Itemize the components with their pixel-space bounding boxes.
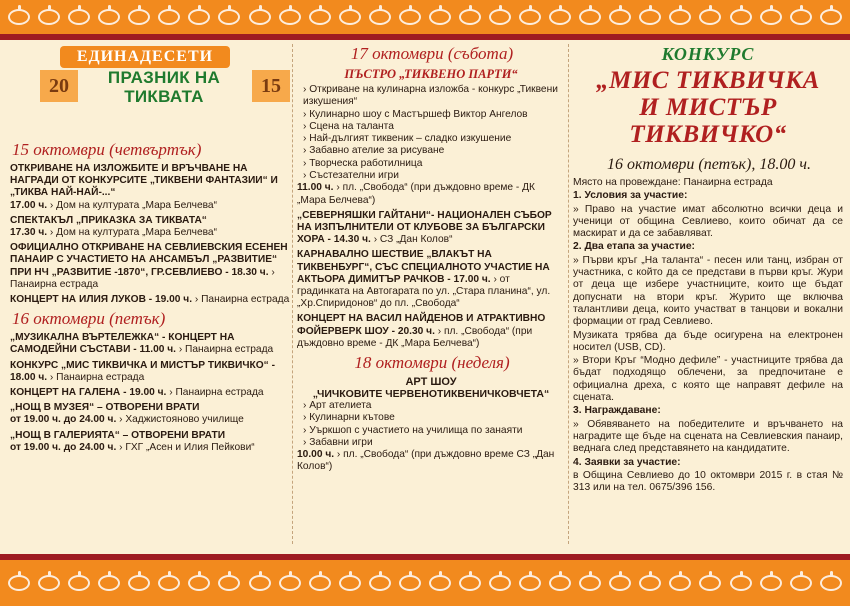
contest-title-line2: И МИСТЪР — [639, 94, 777, 121]
event-item — [10, 242, 290, 291]
list-item: › Състезателни игри — [297, 170, 565, 182]
date-heading: 18 октомври (неделя) — [354, 353, 510, 373]
art-list — [297, 400, 565, 449]
list-item: › Уъркшоп с участието на училища по занаяти — [297, 425, 565, 437]
pumpkin-icon — [128, 9, 150, 25]
event-title: ОТКРИВАНЕ НА ИЗЛОЖБИТЕ И ВРЪЧВАНЕ НА НАГРАДИ ОТ КОНКУРСИТЕ „ТИКВЕНИ ФАНТАЗИИ“ И „ТИКВА НАЙ-НАЙ-...“ — [10, 163, 278, 199]
event-title: СПЕКТАКЪЛ „ПРИКАЗКА ЗА ТИКВАТА“ — [10, 214, 207, 226]
pumpkin-icon — [98, 9, 120, 25]
event-item — [10, 387, 290, 399]
pumpkin-icon — [68, 575, 90, 591]
pumpkin-icon — [730, 575, 752, 591]
logo-title-line1: ПРАЗНИК НА — [107, 68, 221, 87]
event-place: › Хаджистояново училище — [119, 414, 244, 426]
list-item: › Най-дългият тиквеник – сладко изкушение — [297, 133, 565, 145]
pumpkin-icon — [158, 9, 180, 25]
contest-venue: Място на провеждане: Панаирна естрада — [573, 177, 773, 188]
pumpkin-icon — [669, 9, 691, 25]
pumpkin-icon — [579, 9, 601, 25]
event-place: › Дом на културата „Мара Белчева“ — [49, 227, 217, 239]
pumpkin-icon — [128, 575, 150, 591]
column-right — [573, 42, 843, 554]
contest-date: 16 октомври (петък), 18.00 ч. — [607, 156, 811, 173]
event-title: КАРНАВАЛНО ШЕСТВИЕ „ВЛАКЪТ НА ТИКВЕНБУРГ“, СЪС СПЕЦИАЛНОТО УЧАСТИЕ НА АКТЬОРА ДИМИТЪР РАЧКОВ - 17.00 ч. — [297, 249, 550, 285]
logo-title — [84, 68, 244, 106]
event-place: › Панаирна естрада — [169, 387, 264, 399]
pumpkin-icon — [760, 9, 782, 25]
event-time: 17.30 ч. — [10, 227, 48, 239]
pumpkin-icon — [339, 9, 361, 25]
pumpkin-icon — [369, 575, 391, 591]
event-item — [10, 402, 290, 426]
event-time: 11.00 ч. — [297, 182, 334, 194]
pumpkin-icon — [339, 575, 361, 591]
logo-title-line2: ТИКВАТА — [124, 87, 204, 106]
pumpkin-icon — [609, 9, 631, 25]
date-heading: 16 октомври (петък) — [12, 309, 166, 329]
pumpkin-icon — [639, 575, 661, 591]
top-decor-band — [0, 0, 850, 34]
event-title: „НОЩ В МУЗЕЯ“ – ОТВОРЕНИ ВРАТИ — [10, 402, 200, 414]
pumpkin-icon — [218, 9, 240, 25]
event-place: › пл. „Свобода“ (при дъждовно време СЗ „Дан Колов“) — [297, 449, 555, 473]
rules-text: в Община Севлиево до 10 октомври 2015 г. в стая № 313 или на тел. 0675/396 156. — [573, 469, 843, 494]
pumpkin-icon — [790, 9, 812, 25]
event-time: 17.00 ч. — [10, 199, 48, 211]
pumpkin-icon — [730, 9, 752, 25]
rules-text: » Втори Кръг “Модно дефиле” - участниците трябва да бъдат подходящо облечени, за предпочитане е официална дреха, с която ще направят дефиле на сцената. — [573, 355, 843, 404]
top-red-line — [0, 34, 850, 40]
event-place: › ГХГ „Асен и Илия Пейкови“ — [119, 441, 255, 453]
list-item: › Откриване на кулинарна изложба - конкурс „Тиквени изкушения“ — [297, 84, 565, 109]
pumpkin-icon — [820, 9, 842, 25]
event-item — [297, 182, 565, 206]
event-place: › от градинката на Автогарата по ул. „Стара планина“, ул. „Хр.Спиридонов“ до пл. „Свобода“ — [297, 273, 551, 310]
event-title: КОНЦЕРТ НА ВАСИЛ НАЙДЕНОВ И АТРАКТИВНО ФОЙЕРВЕРК ШОУ - 20.30 ч. — [297, 313, 546, 337]
pumpkin-icon — [249, 9, 271, 25]
list-item: › Кулинарно шоу с Мастършеф Виктор Ангелов — [297, 109, 565, 121]
contest-title-line3: ТИКВИЧКО“ — [629, 121, 787, 148]
pumpkin-icon — [399, 9, 421, 25]
bottom-decor-band — [0, 560, 850, 606]
rules-text: » Първи кръг „На таланта“ - песен или танц, избран от участника, с който да се представи в първи кръг. Жури от деца ще избере участниците, които ще бъдат допуснати на втори кръг. Журито ще включва талантливи деца, които участват в танцови и вокални формации от град Севлиево. — [573, 254, 843, 328]
rules-heading: 1. Условия за участие: — [573, 190, 688, 202]
event-item — [297, 313, 565, 350]
pumpkin-icon — [38, 9, 60, 25]
pumpkin-icon — [38, 575, 60, 591]
event-time: от 19.00 ч. до 24.00 ч. — [10, 441, 117, 453]
rules-heading: 2. Два етапа за участие: — [573, 241, 695, 253]
pumpkin-icon — [639, 9, 661, 25]
event-title: КОНКУРС „МИС ТИКВИЧКА И МИСТЪР ТИКВИЧКО“ - 18.00 ч. — [10, 359, 275, 383]
pumpkin-icon — [790, 575, 812, 591]
list-item: › Арт ателиета — [297, 400, 565, 412]
event-item — [10, 294, 290, 306]
event-place: › пл. „Свобода“ (при дъждовно време - ДК „Мара Белчева“) — [297, 182, 535, 206]
pumpkin-icon — [218, 575, 240, 591]
rules-text: Музиката трябва да бъде осигурена на електронен носител (USB, CD). — [573, 329, 843, 353]
event-place: › Дом на културата „Мара Белчева“ — [49, 199, 217, 211]
rules-heading: 4. Заявки за участие: — [573, 456, 681, 468]
pumpkin-icon — [188, 9, 210, 25]
column-middle — [297, 42, 565, 554]
logo-banner: ЕДИНАДЕСЕТИ — [60, 46, 230, 68]
pumpkin-icon — [459, 9, 481, 25]
list-item: › Забавни игри — [297, 437, 565, 449]
event-time: 10.00 ч. — [297, 449, 335, 461]
pumpkin-icon — [309, 575, 331, 591]
art-show-subtitle: „ЧИЧКОВИТЕ ЧЕРВЕНОТИКВЕНИЧКОВЧЕТА“ — [312, 388, 550, 401]
column-divider — [568, 44, 569, 544]
pumpkin-icon — [68, 9, 90, 25]
contest-title — [573, 67, 843, 148]
event-title: „МУЗИКАЛНА ВЪРТЕЛЕЖКА“ - КОНЦЕРТ НА САМОДЕЙНИ СЪСТАВИ - 11.00 ч. — [10, 332, 235, 356]
contest-rules — [573, 177, 843, 494]
date-heading: 15 октомври (четвъртък) — [12, 140, 202, 159]
festival-logo — [30, 42, 290, 138]
party-list — [297, 84, 565, 182]
date-heading: 17 октомври (събота) — [350, 44, 514, 63]
event-time: от 19.00 ч. до 24.00 ч. — [10, 414, 117, 426]
event-title: КОНЦЕРТ НА ГАЛЕНА - 19.00 ч. — [10, 387, 167, 399]
pumpkin-icon — [489, 575, 511, 591]
pumpkin-icon — [279, 575, 301, 591]
pumpkin-icon — [158, 575, 180, 591]
column-divider — [292, 44, 293, 544]
column-left — [10, 42, 290, 554]
pumpkin-icon — [459, 575, 481, 591]
pumpkin-icon — [309, 9, 331, 25]
pumpkin-icon — [519, 9, 541, 25]
event-title: „СЕВЕРНЯШКИ ГАЙТАНИ“- НАЦИОНАЛЕН СЪБОР НА ИЗПЪЛНИТЕЛИ ОТ КЛУБОВЕ ЗА БЪЛГАРСКИ ХОРА - 14.30 ч. — [297, 209, 552, 246]
list-item: › Сцена на таланта — [297, 121, 565, 133]
pumpkin-icon — [8, 9, 30, 25]
party-heading: ПЪСТРО „ТИКВЕНО ПАРТИ“ — [344, 67, 518, 81]
pumpkin-icon — [399, 575, 421, 591]
pumpkin-icon — [429, 575, 451, 591]
event-item — [10, 360, 290, 384]
art-show-title: АРТ ШОУ — [405, 376, 457, 389]
list-item: › Кулинарни кътове — [297, 412, 565, 424]
pumpkin-icon — [369, 9, 391, 25]
event-item — [10, 163, 290, 212]
event-place: › пл. „Свобода“ (при дъждовно време - ДК „Мара Белчева“) — [297, 325, 533, 349]
pumpkin-icon — [699, 9, 721, 25]
event-item — [297, 210, 565, 247]
pumpkin-icon — [98, 575, 120, 591]
logo-year-right: 15 — [252, 70, 290, 102]
pumpkin-icon — [279, 9, 301, 25]
event-place: › Панаирна естрада — [178, 344, 274, 356]
pumpkin-icon — [609, 575, 631, 591]
pumpkin-icon — [519, 575, 541, 591]
event-item — [10, 430, 290, 454]
event-place: › Панаирна естрада — [194, 294, 290, 306]
event-title: „НОЩ В ГАЛЕРИЯТА“ – ОТВОРЕНИ ВРАТИ — [10, 429, 226, 441]
event-item — [297, 449, 565, 473]
rules-heading: 3. Награждаване: — [573, 405, 661, 417]
pumpkin-icon — [669, 575, 691, 591]
pumpkin-icon — [549, 9, 571, 25]
event-item — [10, 332, 290, 356]
contest-label: КОНКУРС — [661, 44, 755, 64]
pumpkin-icon — [549, 575, 571, 591]
event-place: › Панаирна естрада — [10, 266, 275, 290]
pumpkin-icon — [249, 575, 271, 591]
pumpkin-icon — [579, 575, 601, 591]
rules-text: » Право на участие имат абсолютно всички деца и ученици от община Севлиево, които обичат да се маскират и да се забавляват. — [573, 203, 843, 240]
list-item: › Забавно ателие за рисуване — [297, 145, 565, 157]
pumpkin-icon — [760, 575, 782, 591]
pumpkin-icon — [699, 575, 721, 591]
event-title: ОФИЦИАЛНО ОТКРИВАНЕ НА СЕВЛИЕВСКИЯ ЕСЕНЕН ПАНАИР С УЧАСТИЕТО НА АНСАМБЪЛ „РАЗВИТИЕ“ ПРИ НЧ „РАЗВИТИЕ -1870“, ГР.СЕВЛИЕВО - 18.30 ч. — [10, 242, 288, 278]
pumpkin-icon — [489, 9, 511, 25]
logo-year-left: 20 — [40, 70, 78, 102]
pumpkin-icon — [429, 9, 451, 25]
event-place: › Панаирна естрада — [49, 371, 145, 383]
pumpkin-icon — [820, 575, 842, 591]
event-item — [297, 249, 565, 310]
pumpkin-icon — [8, 575, 30, 591]
contest-title-line1: „МИС ТИКВИЧКА — [596, 67, 820, 94]
rules-text: » Обявяването на победителите и връчването на наградите ще бъде на сцената на Севлиевския панаир, веднага след представянето на кандидатите. — [573, 418, 843, 455]
event-item — [10, 215, 290, 239]
pumpkin-icon — [188, 575, 210, 591]
event-title: КОНЦЕРТ НА ИЛИЯ ЛУКОВ - 19.00 ч. — [10, 294, 193, 306]
list-item: › Творческа работилница — [297, 158, 565, 170]
event-place: › СЗ „Дан Колов“ — [373, 234, 453, 246]
